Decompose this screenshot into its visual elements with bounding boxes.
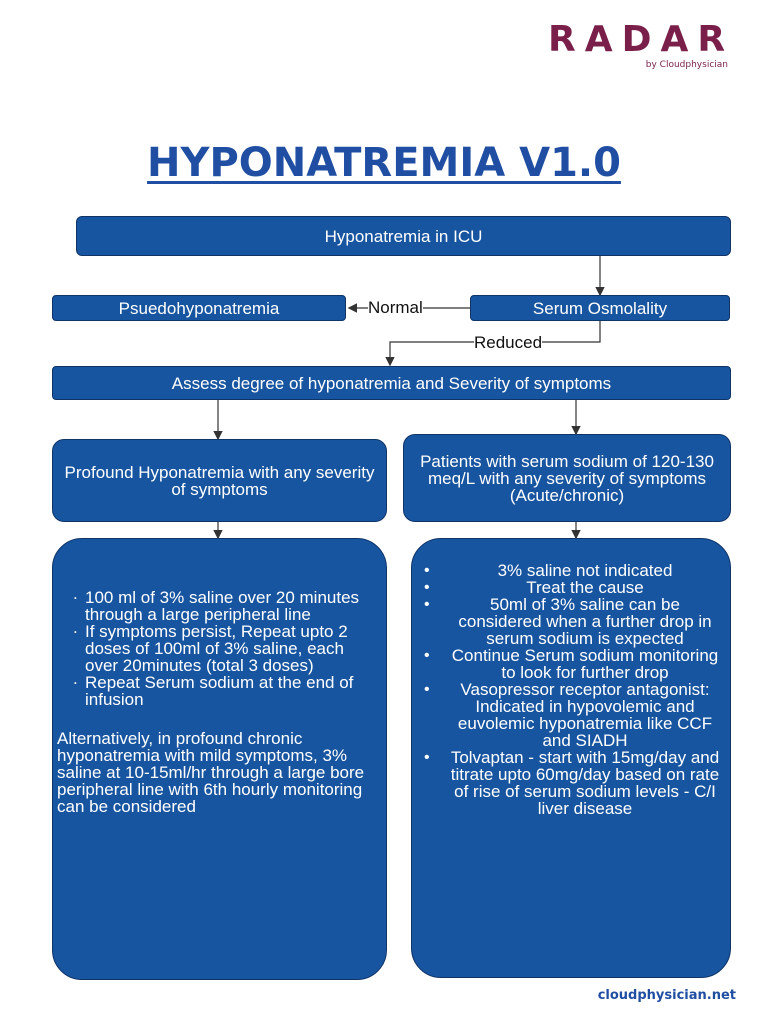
list-item: • Treat the cause	[418, 579, 722, 596]
node-moderate-hyponatremia: Patients with serum sodium of 120-130 meq/L with any severity of symptoms (Acute/chronic)	[403, 434, 731, 522]
list-item: . If symptoms persist, Repeat upto 2 doses of 100ml of 3% saline, each over 20minutes (total 3 doses)	[57, 623, 376, 674]
logo-subtitle: by Cloudphysician	[645, 60, 728, 70]
page-title: HYPONATREMIA V1.0	[147, 140, 621, 186]
node-pseudohyponatremia: Psuedohyponatremia	[52, 295, 346, 321]
edge-label-normal: Normal	[368, 298, 423, 317]
list-item: • Vasopressor receptor antagonist: Indicated in hypovolemic and euvolemic hyponatremia like CCF and SIADH	[418, 681, 722, 749]
list-item: • 50ml of 3% saline can be considered when a further drop in serum sodium is expected	[418, 596, 722, 647]
node-hyponatremia-icu: Hyponatremia in ICU	[76, 216, 731, 256]
logo-wordmark: RADAR	[548, 19, 735, 60]
panel-moderate-treatment	[411, 538, 731, 978]
list-item: • 3% saline not indicated	[418, 562, 722, 579]
list-item: • Tolvaptan - start with 15mg/day and titrate upto 60mg/day based on rate of rise of serum sodium levels - C/I liver disease	[418, 749, 722, 817]
node-serum-osmolality: Serum Osmolality	[470, 295, 730, 321]
list-item: • Continue Serum sodium monitoring to look for further drop	[418, 647, 722, 681]
list-item: . Repeat Serum sodium at the end of infusion	[57, 674, 376, 708]
footer-website[interactable]: cloudphysician.net	[597, 988, 736, 1003]
right-treatment-list	[418, 562, 722, 817]
node-assess-degree: Assess degree of hyponatremia and Severity of symptoms	[52, 366, 731, 400]
left-alternative-note: Alternatively, in profound chronic hyponatremia with mild symptoms, 3% saline at 10-15ml/hr through a large bore peripheral line with 6th hourly monitoring can be considered	[57, 729, 365, 816]
panel-profound-treatment	[52, 538, 387, 980]
node-profound-hyponatremia: Profound Hyponatremia with any severity of symptoms	[52, 439, 387, 522]
list-item: . 100 ml of 3% saline over 20 minutes through a large peripheral line	[57, 589, 376, 623]
edge-label-reduced: Reduced	[474, 333, 543, 352]
left-treatment-list	[57, 589, 376, 708]
radar-logo	[548, 20, 758, 72]
